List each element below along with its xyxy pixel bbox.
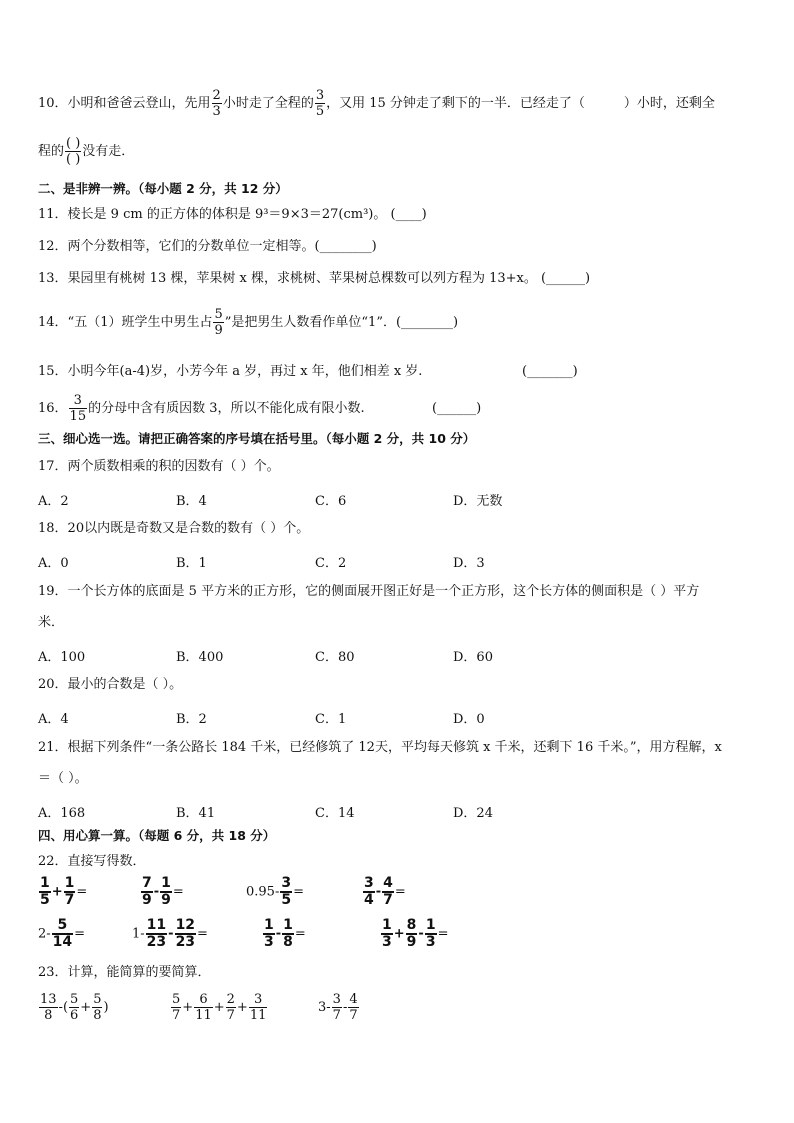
option-b[interactable]: B．1 <box>176 556 207 571</box>
expression-22-6: 1- $\frac{11}{23}$ - $\frac{12}{23}$ = <box>132 917 208 950</box>
option-a[interactable]: A．0 <box>38 556 69 571</box>
option-d[interactable]: D．60 <box>453 650 493 665</box>
question-16: 16． $\frac{3}{15}$ 的分母中含有质因数 3，所以不能化成有限小数. <box>38 393 365 424</box>
expression-23-1: $\frac{13}{8}$ -( $\frac{5}{6}$ + $\frac{5}{8}$ ) <box>40 992 109 1023</box>
question-23: 23．计算，能简算的要简算． <box>38 965 211 980</box>
section-2-heading: 二、是非辨一辨。（每小题 2 分，共 12 分） <box>38 181 288 196</box>
question-10-line1: 10．小明和爸爸云登山，先用 $\frac{2}{3}$ 小时走了全程的 $\frac{3}{5}$ ，又用 15 分钟走了剩下的一半．已经走了（ ）小时，还剩全 <box>38 88 715 119</box>
question-11: 11．棱长是 9 cm 的正方体的体积是 9³＝9×3＝27(cm³)。 (____) <box>38 207 427 222</box>
question-22: 22．直接写得数． <box>38 854 146 869</box>
answer-blank[interactable]: (______) <box>432 401 482 416</box>
expression-23-3: 3- $\frac{3}{7}$ - $\frac{4}{7}$ <box>318 992 358 1023</box>
option-b[interactable]: B．4 <box>176 494 207 509</box>
option-a[interactable]: A．2 <box>38 494 69 509</box>
question-18: 18．20以内既是奇数又是合数的数有（ ）个。 <box>38 521 310 536</box>
option-b[interactable]: B．2 <box>176 712 207 727</box>
option-c[interactable]: C．1 <box>315 712 347 727</box>
fraction: $\frac{3}{5}$ <box>315 88 325 119</box>
option-a[interactable]: A．4 <box>38 712 69 727</box>
option-c[interactable]: C．80 <box>315 650 355 665</box>
blank-fraction[interactable]: $\frac{( )}{( )}$ <box>66 136 81 167</box>
option-c[interactable]: C．14 <box>315 806 355 821</box>
question-20: 20．最小的合数是（ ）。 <box>38 677 183 692</box>
option-d[interactable]: D．3 <box>453 556 485 571</box>
expression-22-7: $\frac{1}{3}$ - $\frac{1}{8}$ = <box>264 917 306 950</box>
question-19: 19．一个长方体的底面是 5 平方米的正方形，它的侧面展开图正好是一个正方形，这个长方体的侧面积是（ ）平方 <box>38 584 700 599</box>
fraction: $\frac{3}{15}$ <box>69 393 87 424</box>
question-21: 21．根据下列条件“一条公路长 184 千米，已经修筑了 12天，平均每天修筑 x 千米，还剩下 16 千米。”，用方程解，x <box>38 740 722 755</box>
option-d[interactable]: D．24 <box>453 806 493 821</box>
question-10-line2: 程的 $\frac{( )}{( )}$ 没有走． <box>38 136 135 167</box>
expression-22-2: $\frac{7}{9}$ - $\frac{1}{9}$ = <box>142 875 184 908</box>
expression-22-8: $\frac{1}{3}$ + $\frac{8}{9}$ - $\frac{1}{3}$ = <box>382 917 449 950</box>
fraction: $\frac{5}{9}$ <box>214 307 223 338</box>
question-12: 12．两个分数相等，它们的分数单位一定相等。(________) <box>38 239 377 254</box>
option-d[interactable]: D．0 <box>453 712 485 727</box>
question-21-cont: ＝（ ）。 <box>38 771 88 786</box>
expression-22-5: 2- $\frac{5}{14}$ = <box>38 917 86 950</box>
option-b[interactable]: B．41 <box>176 806 216 821</box>
question-19-cont: 米． <box>38 615 65 630</box>
option-d[interactable]: D．无数 <box>453 494 503 509</box>
option-a[interactable]: A．168 <box>38 806 86 821</box>
option-c[interactable]: C．6 <box>315 494 347 509</box>
question-17: 17．两个质数相乘的积的因数有（ ）个。 <box>38 459 280 474</box>
section-4-heading: 四、用心算一算。（每题 6 分，共 18 分） <box>38 828 276 843</box>
fraction: $\frac{2}{3}$ <box>212 88 221 119</box>
option-c[interactable]: C．2 <box>315 556 347 571</box>
question-14: 14．“五（1）班学生中男生占 $\frac{5}{9}$ ”是把男生人数看作单位“1”．(________) <box>38 307 459 338</box>
answer-blank[interactable]: (_______) <box>522 364 578 379</box>
expression-22-1: $\frac{1}{5}$ + $\frac{1}{7}$ = <box>40 875 88 908</box>
expression-23-2: $\frac{5}{7}$ + $\frac{6}{11}$ + $\frac{2}{7}$ + $\frac{3}{11}$ <box>172 992 267 1023</box>
option-b[interactable]: B．400 <box>176 650 224 665</box>
section-3-heading: 三、细心选一选。请把正确答案的序号填在括号里。（每小题 2 分，共 10 分） <box>38 431 476 446</box>
question-13: 13．果园里有桃树 13 棵，苹果树 x 棵，求桃树、苹果树总棵数可以列方程为 13+x。 (______) <box>38 271 591 286</box>
expression-22-3: 0.95- $\frac{3}{5}$ = <box>246 875 304 908</box>
question-15: 15．小明今年(a-4)岁，小芳今年 a 岁，再过 x 年，他们相差 x 岁. <box>38 364 423 379</box>
expression-22-4: $\frac{3}{4}$ - $\frac{4}{7}$ = <box>364 875 406 908</box>
option-a[interactable]: A．100 <box>38 650 86 665</box>
